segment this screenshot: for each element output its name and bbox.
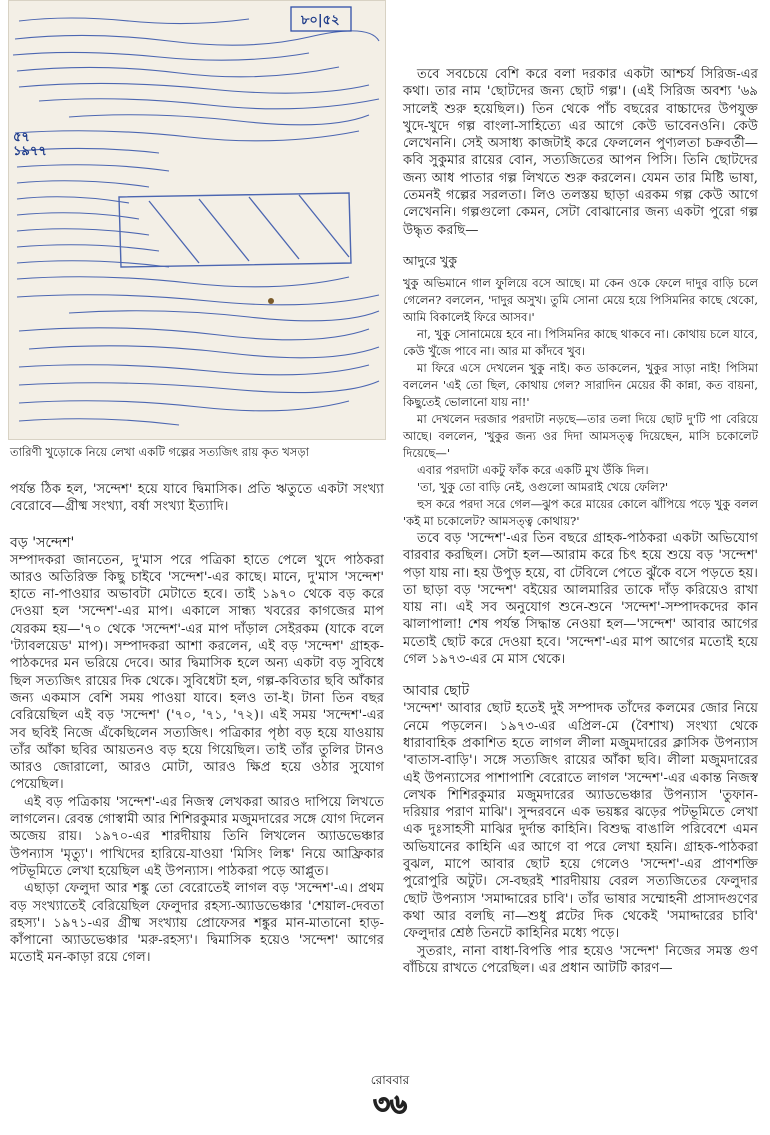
right-column [403, 66, 758, 977]
footer-day: রোববার [370, 1073, 410, 1087]
manuscript-number: ৮০|৫২ [301, 13, 340, 28]
section-heading-small-again: আবার ছোট [403, 683, 470, 700]
paragraph: এছাড়া ফেলুদা আর শঙ্কু তো বেরোতেই লাগল বড় 'সন্দেশ'-এ। প্রথম বড় সংখ্যাতেই বেরিয়েছিল ফেলুদার রহস্য-অ্যাডভেঞ্চার 'শেয়াল-দেবতা রহস্য'। ১৯৭১-এর গ্রীষ্ম সংখ্যায় প্রোফেসর শঙ্কুর মান-মাতানো হাড়-কাঁপানো অ্যাডভেঞ্চার 'মরু-রহস্য'। দ্বিমাসিক হয়েও 'সন্দেশ' আগের মতোই মন-কাড়া রয়ে গেল। [10, 881, 384, 966]
page-footer [340, 1072, 440, 1118]
paragraph: পর্যন্ত ঠিক হল, 'সন্দেশ' হয়ে যাবে দ্বিমাসিক। প্রতি ঋতুতে একটা সংখ্যা বেরোবে—গ্রীষ্ম সংখ্যা, বর্ষা সংখ্যা ইত্যাদি। [10, 482, 384, 515]
paragraph: তবে সবচেয়ে বেশি করে বলা দরকার একটা আশ্চর্য সিরিজ-এর কথা। তার নাম 'ছোটদের জন্য ছোট গল্প'। (এই সিরিজ অবশ্য '৬৯ সালেই শুরু হয়েছিল।) তিন থেকে পাঁচ বছরের বাচ্চাদের উপযুক্ত খুদে-খুদে গল্প বাংলা-সাহিত্যে এর আগে কেউ ভাবেনওনি। কেউ লেখেননি। সেই অসাধ্য কাজটাই করে ফেললেন পুণ্যলতা চক্রবর্তী—কবি সুকুমার রায়ের বোন, সত্যজিতের আপন পিসি। তিনি ছোটদের জন্য আধ পাতার গল্প লিখতে শুরু করলেন। যেমন তার মিষ্টি ভাষা, তেমনই গল্পের সরলতা। লিও তলস্তয় ছাড়া এরকম গল্প কেউ আগে লেখেননি। গল্পগুলো কেমন, সেটা বোঝানোর জন্য একটা পুরো গল্প উদ্ধৃত করছি— [403, 67, 758, 238]
story-paragraph: এবার পরদাটা একটু ফাঁক করে একটি মুখ উঁকি দিল। [417, 462, 649, 477]
paragraph: তবে বড় 'সন্দেশ'-এর তিন বছরে গ্রাহক-পাঠকরা একটা অভিযোগ বারবার করছিল। সেটা হল—আরাম করে চিৎ হয়ে শুয়ে বড় 'সন্দেশ' পড়া যায় না। হয় উপুড় হয়ে, বা টেবিলে পেতে ঝুঁকে বসে পড়তে হয়। তা ছাড়া বড় 'সন্দেশ' বইয়ের আলমারির তাকে দাঁড় করিয়েও রাখা যায় না। এই সব অনুযোগ শুনে-শুনে 'সন্দেশ'-সম্পাদকদের কান ঝালাপালা! শেষ পর্যন্ত সিদ্ধান্ত নেওয়া হল—'সন্দেশ' আবার আগের মতোই ছোট করে দেওয়া হবে। 'সন্দেশ'-এর মাপ আগের মতোই হয়ে গেল ১৯৭৩-এর মে মাস থেকে। [403, 530, 758, 668]
story-paragraph: না, খুকু সোনামেয়ে হবে না। পিসিমনির কাছে থাকবে না। কোথায় চলে যাবে, কেউ খুঁজে পাবে না। আর মা কাঁদবে খুব। [403, 326, 758, 358]
story-paragraph: হুস করে পরদা সরে গেল—ঝুপ করে মায়ের কোলে ঝাঁপিয়ে পড়ে খুকু বলল 'কই মা চকোলেট? আমসত্ত্ব কোথায়?' [403, 496, 758, 528]
manuscript-image [8, 0, 386, 440]
story-paragraph: মা ফিরে এসে দেখলেন খুকু নাই। কত ডাকলেন, খুকুর সাড়া নাই! পিসিমা বললেন 'এই তো ছিল, কোথায় গেল? সারাদিন মেয়ের কী কান্না, কত বায়না, কিছুতেই ভোলানো যায় না!' [403, 360, 758, 409]
left-column [8, 0, 386, 967]
manuscript-year: ৫৭ ১৯৭৭ [13, 130, 47, 159]
manuscript-sketch [9, 1, 386, 440]
story-paragraph: মা দেখলেন দরজার পরদাটা নড়ছে—তার তলা দিয়ে ছোট দু'টি পা বেরিয়ে আছে। বললেন, 'খুকুর জন্য ওর দিদা আমসত্ত্ব দিয়েছেন, মাসি চকোলেট দিয়েছে—' [403, 411, 758, 460]
paragraph: সম্পাদকরা জানতেন, দু'মাস পরে পত্রিকা হাতে পেলে খুদে পাঠকরা আরও অতিরিক্ত কিছু চাইবে 'সন্দেশ'-এর কাছে। মানে, দু'মাস 'সন্দেশ' হাতে না-পাওয়ার অভাবটা মেটাতে হবে। তাই ১৯৭০ থেকে বড় করে দেওয়া হল 'সন্দেশ'-এর মাপ। একালে সান্ধ্য খবরের কাগজের মাপ যেরকম হয়—'৭০ থেকে 'সন্দেশ'-এর মাপ দাঁড়াল সেইরকম (যাকে বলে 'ট্যাবলয়েড' মাপ)। সম্পাদকরা আশা করলেন, এই বড় 'সন্দেশ' গ্রাহক-পাঠকদের মন ভরিয়ে দেবে। আর দ্বিমাসিক হলে অন্য একটা বড় সুবিধে ছিল সত্যজিৎ রায়ের দিক থেকে। সুবিধেটা হল, গল্প-কবিতার ছবি আঁকার জন্য একমাস বেশি সময় পাওয়া যাবে। হলও তা-ই। টানা তিন বছর বেরিয়েছিল এই বড় 'সন্দেশ' ('৭০, '৭১, '৭২)। এই সময় 'সন্দেশ'-এর সব ছবিই নিজে এঁকেছিলেন সত্যজিৎ। পত্রিকার পৃষ্ঠা বড় হয়ে যাওয়ায় তাঁর আঁকা ছবির আয়তনও বড় হয়ে গিয়েছিল। তাই তাঁর তুলির টানও আরও জোরালো, আরও মোটা, আরও ক্ষিপ্র হয়ে ওঠার সুযোগ পেয়েছিল। [10, 552, 384, 793]
paragraph: এই বড় পত্রিকায় 'সন্দেশ'-এর নিজস্ব লেখকরা আরও দাপিয়ে লিখতে লাগলেন। রেবন্ত গোস্বামী আর শিশিরকুমার মজুমদারের সঙ্গে যোগ দিলেন অজেয় রায়। ১৯৭০-এর শারদীয়ায় তিনি লিখলেন অ্যাডভেঞ্চার উপন্যাস 'মৃত্যু'। পাখিদের হারিয়ে-যাওয়া 'মিসিং লিঙ্ক' নিয়ে আফ্রিকার পটভূমিতে লেখা হয়েছিল এই উপন্যাস। পাঠকরা পড়ে আপ্লুত। [10, 794, 384, 879]
image-caption: তারিণী খুড়োকে নিয়ে লেখা একটি গল্পের সত্যজিৎ রায় কৃত খসড়া [10, 445, 309, 459]
story-paragraph: খুকু অভিমানে গাল ফুলিয়ে বসে আছে। মা কেন ওকে ফেলে দাদুর বাড়ি চলে গেলেন? বললেন, 'দাদুর অসুখ। তুমি সোনা মেয়ে হয়ে পিসিমনির কাছে থেকো, আমি বিকালেই ফিরে আসব।' [403, 275, 758, 324]
paragraph: সুতরাং, নানা বাধা-বিপত্তি পার হয়েও 'সন্দেশ' নিজের সমস্ত গুণ বাঁচিয়ে রাখতে পেরেছিল। এর প্রধান আটটি কারণ— [403, 943, 758, 976]
page-number: ৩৬ [373, 1090, 407, 1120]
quoted-story [403, 253, 758, 530]
paragraph: 'সন্দেশ' আবার ছোট হতেই দুই সম্পাদক তাঁদের কলমের জোর নিয়ে নেমে পড়লেন। ১৯৭৩-এর এপ্রিল-মে (বৈশাখ) সংখ্যা থেকে ধারাবাহিক প্রকাশিত হতে লাগল লীলা মজুমদারের ক্লাসিক উপন্যাস 'বাতাস-বাড়ি'। সঙ্গে সত্যজিৎ রায়ের আঁকা ছবি। লীলা মজুমদারের এই উপন্যাসের পাশাপাশি বেরোতে লাগল 'সন্দেশ'-এর একান্ত নিজস্ব লেখক শিশিরকুমার মজুমদারের অ্যাডভেঞ্চার উপন্যাস 'তুফান-দরিয়ার পরাণ মাঝি'। সুন্দরবনে এক ভয়ঙ্কর ঝড়ের পটভূমিতে লেখা এক দুঃসাহসী মাঝির দুর্দান্ত কাহিনি। বিশুদ্ধ বাঙালি পরিবেশে এমন অভিযানের কাহিনি এর আগে বা পরে লেখা হয়নি। গ্রাহক-পাঠকরা বুঝল, মাপে আবার ছোট হয়ে গেলেও 'সন্দেশ'-এর প্রাণশক্তি পুরোপুরি অটুট। সে-বছরই শারদীয়ায় বেরল সত্যজিতের ফেলুদার ছোট উপন্যাস 'সমাদ্দারের চাবি'। তাঁর ভাষার সম্মোহনী প্রাসাদগুণের কথা আর বলছি না—শুধু প্লটের দিক থেকেই 'সমাদ্দারের চাবি' ফেলুদার শ্রেষ্ঠ তিনটে কাহিনির মধ্যে পড়ে। [403, 701, 758, 942]
left-text [8, 481, 386, 967]
story-paragraph: 'তা, খুকু তো বাড়ি নেই, ওগুলো আমরাই খেয়ে ফেলি?' [417, 479, 669, 494]
story-title: আদুরে খুকু [403, 252, 457, 268]
section-heading-big-sandesh: বড় 'সন্দেশ' [10, 534, 75, 551]
